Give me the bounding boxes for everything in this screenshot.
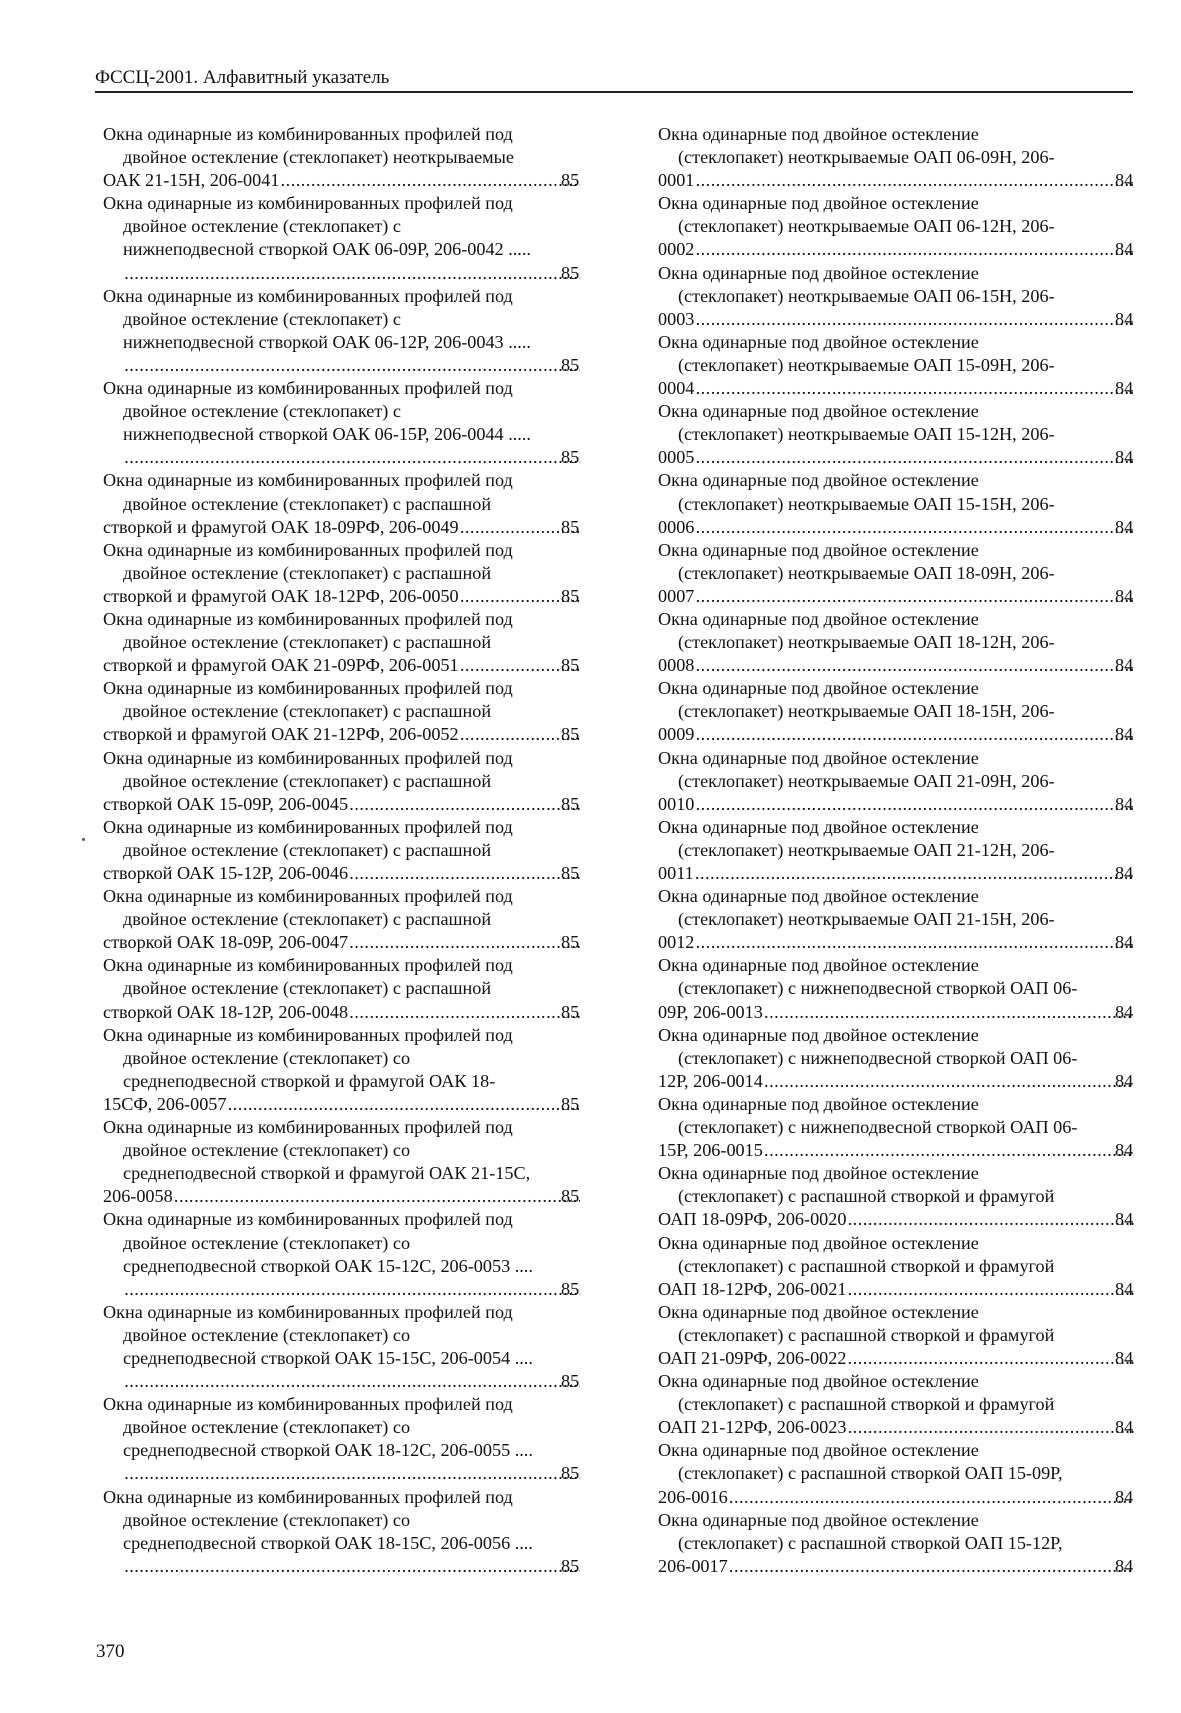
index-entry — [103, 192, 581, 284]
entry-last-line: створкой и фрамугой ОАК 21-12РФ, 206-0052 ..... 85 — [123, 723, 581, 746]
dot-leader — [695, 238, 1134, 261]
entry-last-line: 0007 ..... 84 — [678, 585, 1135, 608]
entry-code: 12Р, 206-0014 — [658, 1070, 763, 1091]
entry-last-line: 0008 ..... 84 — [678, 654, 1135, 677]
entry-text-line: (стеклопакет) с нижнеподвесной створкой ОАП 06- — [678, 1117, 1078, 1138]
dot-leader — [349, 862, 580, 885]
dot-leader — [695, 793, 1134, 816]
entry-text-line: Окна одинарные из комбинированных профилей под — [103, 955, 513, 976]
entry-code: 0002 — [658, 239, 695, 260]
entry-text-line: Окна одинарные из комбинированных профилей под — [103, 539, 513, 560]
entry-text-line: (стеклопакет) неоткрываемые ОАП 06-15Н, 206- — [678, 285, 1055, 306]
entry-text-line: (стеклопакет) с нижнеподвесной створкой ОАП 06- — [678, 1047, 1078, 1068]
dot-leader — [695, 723, 1134, 746]
index-entry — [658, 954, 1135, 1023]
entry-code: 0003 — [658, 308, 695, 329]
entry-text-line: (стеклопакет) неоткрываемые ОАП 18-09Н, 206- — [678, 562, 1055, 583]
entry-last-line: ОАП 21-09РФ, 206-0022 ..... 84 — [678, 1347, 1135, 1370]
entry-code: 206-0016 — [658, 1486, 728, 1507]
index-entry — [103, 885, 581, 954]
index-entry — [658, 1232, 1135, 1301]
dot-leader — [764, 1070, 1134, 1093]
entry-code: ОАП 18-12РФ, 206-0021 — [658, 1278, 847, 1299]
entry-text-line: Окна одинарные под двойное остекление — [658, 470, 979, 491]
entry-code: створкой ОАК 18-09Р, 206-0047 — [103, 932, 349, 953]
entry-text-line: Окна одинарные под двойное остекление — [658, 401, 979, 422]
entry-last-line: 12Р, 206-0014 ..... 84 — [678, 1070, 1135, 1093]
entry-last-line: 09Р, 206-0013 ..... 84 — [678, 1001, 1135, 1024]
entry-text-line: Окна одинарные из комбинированных профилей под — [103, 886, 513, 907]
dot-leader — [124, 262, 580, 285]
entry-code: ОАП 21-09РФ, 206-0022 — [658, 1347, 847, 1368]
index-entry — [103, 1301, 581, 1393]
index-entry — [103, 1208, 581, 1300]
index-entry — [658, 400, 1135, 469]
entry-text-line: (стеклопакет) с нижнеподвесной створкой ОАП 06- — [678, 978, 1078, 999]
entry-text-line: нижнеподвесной створкой ОАК 06-12Р, 206-0043 ..... — [123, 331, 531, 352]
entry-text-line: Окна одинарные под двойное остекление — [658, 193, 979, 214]
index-entry — [103, 1116, 581, 1208]
index-entry — [658, 677, 1135, 746]
dot-leader — [349, 793, 580, 816]
entry-text-line: Окна одинарные под двойное остекление — [658, 886, 979, 907]
entry-text-line: Окна одинарные под двойное остекление — [658, 1301, 979, 1322]
entry-text-line: (стеклопакет) неоткрываемые ОАП 21-15Н, 206- — [678, 909, 1055, 930]
entry-last-line: 15СФ, 206-0057 ..... 85 — [123, 1093, 581, 1116]
index-entry — [658, 262, 1135, 331]
entry-text-line: Окна одинарные из комбинированных профилей под — [103, 285, 513, 306]
index-entry — [658, 1162, 1135, 1231]
entry-text-line: Окна одинарные из комбинированных профилей под — [103, 678, 513, 699]
dot-leader — [695, 516, 1134, 539]
index-entry — [658, 816, 1135, 885]
entry-last-line: ..... 85 — [123, 1555, 581, 1578]
entry-text-line: (стеклопакет) с распашной створкой и фрамугой — [678, 1186, 1055, 1207]
entry-last-line: 15Р, 206-0015 ..... 84 — [678, 1139, 1135, 1162]
entry-last-line: ОАП 18-09РФ, 206-0020 ..... 84 — [678, 1208, 1135, 1231]
entry-text-line: (стеклопакет) неоткрываемые ОАП 21-12Н, 206- — [678, 839, 1055, 860]
index-entry — [103, 954, 581, 1023]
index-entry — [658, 1301, 1135, 1370]
entry-text-line: Окна одинарные под двойное остекление — [658, 1024, 979, 1045]
index-entry — [103, 1393, 581, 1485]
entry-text-line: (стеклопакет) неоткрываемые ОАП 06-12Н, 206- — [678, 216, 1055, 237]
entry-code: 15Р, 206-0015 — [658, 1140, 763, 1161]
dot-leader — [847, 1278, 1134, 1301]
index-entry — [103, 539, 581, 608]
entry-text-line: двойное остекление (стеклопакет) неоткрываемые — [123, 147, 514, 168]
entry-last-line: 0004 ..... 84 — [678, 377, 1135, 400]
entry-code: ОАП 21-12РФ, 206-0023 — [658, 1417, 847, 1438]
entry-text-line: Окна одинарные из комбинированных профилей под — [103, 1209, 513, 1230]
entry-text-line: двойное остекление (стеклопакет) со — [123, 1047, 411, 1068]
entry-text-line: двойное остекление (стеклопакет) с распашной — [123, 978, 492, 999]
entry-code: 0010 — [658, 793, 695, 814]
entry-last-line: ..... 85 — [123, 262, 581, 285]
entry-last-line: 0010 ..... 84 — [678, 793, 1135, 816]
entry-text-line: среднеподвесной створкой и фрамугой ОАК 21-15С, — [123, 1163, 531, 1184]
entry-code: 0005 — [658, 447, 695, 468]
index-entry — [658, 331, 1135, 400]
entry-text-line: (стеклопакет) с распашной створкой и фрамугой — [678, 1394, 1055, 1415]
dot-leader — [349, 931, 580, 954]
entry-text-line: двойное остекление (стеклопакет) с распашной — [123, 839, 492, 860]
entry-last-line: створкой ОАК 15-12Р, 206-0046 ..... 85 — [123, 862, 581, 885]
index-entry — [658, 192, 1135, 261]
entry-text-line: (стеклопакет) неоткрываемые ОАП 21-09Н, 206- — [678, 770, 1055, 791]
entry-last-line: 206-0017 ..... 84 — [678, 1555, 1135, 1578]
entry-code: 0007 — [658, 585, 695, 606]
dot-leader — [349, 1001, 580, 1024]
entry-last-line: ОАП 18-12РФ, 206-0021 ..... 84 — [678, 1278, 1135, 1301]
entry-last-line: створкой и фрамугой ОАК 18-12РФ, 206-0050 ..... 85 — [123, 585, 581, 608]
entry-text-line: среднеподвесной створкой ОАК 18-15С, 206-0056 .... — [123, 1532, 533, 1553]
entry-text-line: Окна одинарные из комбинированных профилей под — [103, 193, 513, 214]
index-entry — [658, 747, 1135, 816]
entry-last-line: ..... 85 — [123, 1370, 581, 1393]
running-header — [95, 66, 1133, 93]
index-entry — [103, 747, 581, 816]
entry-last-line: ОАК 21-15Н, 206-0041 ..... 85 — [123, 169, 581, 192]
index-column-right — [658, 123, 1135, 1578]
entry-code: ОАК 21-15Н, 206-0041 — [103, 170, 280, 191]
entry-last-line: створкой ОАК 18-09Р, 206-0047 ..... 85 — [123, 931, 581, 954]
entry-last-line: 206-0016 ..... 84 — [678, 1486, 1135, 1509]
entry-last-line: ..... 85 — [123, 446, 581, 469]
dot-leader — [764, 1001, 1134, 1024]
entry-text-line: Окна одинарные из комбинированных профилей под — [103, 747, 513, 768]
entry-text-line: Окна одинарные из комбинированных профилей под — [103, 816, 513, 837]
index-entry — [103, 677, 581, 746]
page-number: 370 — [96, 1641, 125, 1662]
entry-text-line: (стеклопакет) с распашной створкой ОАП 15-09Р, — [678, 1463, 1063, 1484]
entry-text-line: Окна одинарные под двойное остекление — [658, 608, 979, 629]
entry-text-line: двойное остекление (стеклопакет) с распашной — [123, 632, 492, 653]
index-entry — [658, 1024, 1135, 1093]
entry-text-line: Окна одинарные под двойное остекление — [658, 1232, 979, 1253]
entry-text-line: двойное остекление (стеклопакет) со — [123, 1417, 411, 1438]
entry-code: 206-0017 — [658, 1555, 728, 1576]
entry-text-line: среднеподвесной створкой ОАК 15-15С, 206-0054 .... — [123, 1347, 533, 1368]
entry-last-line: створкой ОАК 15-09Р, 206-0045 ..... 85 — [123, 793, 581, 816]
entry-text-line: (стеклопакет) с распашной створкой и фрамугой — [678, 1324, 1055, 1345]
dot-leader — [280, 169, 580, 192]
entry-last-line: 0001 ..... 84 — [678, 169, 1135, 192]
dot-leader — [695, 446, 1134, 469]
entry-text-line: двойное остекление (стеклопакет) с распашной — [123, 909, 492, 930]
entry-last-line: ..... 85 — [123, 354, 581, 377]
entry-text-line: Окна одинарные под двойное остекление — [658, 747, 979, 768]
entry-text-line: двойное остекление (стеклопакет) с распашной — [123, 562, 492, 583]
entry-last-line: 206-0058 ..... 85 — [123, 1185, 581, 1208]
entry-text-line: Окна одинарные под двойное остекление — [658, 816, 979, 837]
entry-text-line: (стеклопакет) неоткрываемые ОАП 06-09Н, 206- — [678, 147, 1055, 168]
dot-leader — [124, 1278, 580, 1301]
entry-code: 15СФ, 206-0057 — [103, 1093, 227, 1114]
index-entry — [658, 1509, 1135, 1578]
dot-leader — [174, 1185, 580, 1208]
index-entry — [658, 1439, 1135, 1508]
entry-text-line: Окна одинарные из комбинированных профилей под — [103, 124, 513, 144]
entry-text-line: Окна одинарные под двойное остекление — [658, 539, 979, 560]
header-title: ФССЦ-2001. Алфавитный указатель — [95, 67, 390, 88]
entry-text-line: (стеклопакет) неоткрываемые ОАП 15-15Н, 206- — [678, 493, 1055, 514]
dot-leader — [124, 1462, 580, 1485]
entry-text-line: Окна одинарные под двойное остекление — [658, 1440, 979, 1461]
entry-text-line: Окна одинарные под двойное остекление — [658, 331, 979, 352]
entry-code: 0001 — [658, 170, 695, 191]
entry-text-line: Окна одинарные под двойное остекление — [658, 1093, 979, 1114]
margin-speck — [82, 838, 85, 841]
entry-code: 0006 — [658, 516, 695, 537]
dot-leader — [729, 1555, 1134, 1578]
entry-text-line: среднеподвесной створкой ОАК 15-12С, 206-0053 .... — [123, 1255, 533, 1276]
entry-last-line: 0006 ..... 84 — [678, 516, 1135, 539]
entry-code: створкой и фрамугой ОАК 21-12РФ, 206-0052 — [103, 724, 459, 745]
entry-code: 0011 — [658, 863, 694, 883]
index-entry — [103, 1024, 581, 1116]
dot-leader — [124, 354, 580, 377]
dot-leader — [695, 931, 1134, 954]
entry-last-line: 0009 ..... 84 — [678, 723, 1135, 746]
entry-text-line: Окна одинарные под двойное остекление — [658, 1163, 979, 1184]
entry-text-line: Окна одинарные из комбинированных профилей под — [103, 1486, 513, 1507]
entry-text-line: двойное остекление (стеклопакет) со — [123, 1232, 411, 1253]
index-entry — [103, 608, 581, 677]
dot-leader — [695, 308, 1134, 331]
dot-leader — [124, 446, 580, 469]
dot-leader — [124, 1555, 580, 1578]
entry-text-line: (стеклопакет) с распашной створкой ОАП 15-12Р, — [678, 1532, 1063, 1553]
entry-code: створкой и фрамугой ОАК 18-12РФ, 206-0050 — [103, 585, 459, 606]
entry-text-line: двойное остекление (стеклопакет) со — [123, 1509, 411, 1530]
entry-last-line: 0011 ..... 84 — [678, 862, 1135, 885]
index-entry — [658, 608, 1135, 677]
entry-code: 0012 — [658, 932, 695, 953]
entry-text-line: (стеклопакет) неоткрываемые ОАП 18-15Н, 206- — [678, 701, 1055, 722]
index-entry — [658, 123, 1135, 192]
entry-text-line: Окна одинарные из комбинированных профилей под — [103, 608, 513, 629]
entry-last-line: 0012 ..... 84 — [678, 931, 1135, 954]
entry-code: 0008 — [658, 655, 695, 676]
dot-leader — [695, 654, 1134, 677]
entry-code: створкой ОАК 15-09Р, 206-0045 — [103, 793, 349, 814]
entry-text-line: двойное остекление (стеклопакет) с — [123, 216, 401, 237]
index-entry — [658, 885, 1135, 954]
entry-last-line: ..... 85 — [123, 1278, 581, 1301]
entry-text-line: двойное остекление (стеклопакет) с распашной — [123, 701, 492, 722]
entry-text-line: нижнеподвесной створкой ОАК 06-15Р, 206-0044 ..... — [123, 424, 531, 445]
entry-text-line: среднеподвесной створкой и фрамугой ОАК 18- — [123, 1070, 496, 1091]
dot-leader — [695, 377, 1134, 400]
entry-text-line: двойное остекление (стеклопакет) с — [123, 308, 401, 329]
index-entry — [103, 469, 581, 538]
entry-text-line: Окна одинарные из комбинированных профилей под — [103, 1117, 513, 1138]
entry-code: 0009 — [658, 724, 695, 745]
entry-text-line: Окна одинарные из комбинированных профилей под — [103, 470, 513, 491]
dot-leader — [847, 1416, 1134, 1439]
entry-text-line: двойное остекление (стеклопакет) со — [123, 1324, 411, 1345]
index-entry — [658, 469, 1135, 538]
index-entry — [658, 539, 1135, 608]
entry-code: ОАП 18-09РФ, 206-0020 — [658, 1209, 847, 1230]
index-entry — [103, 285, 581, 377]
dot-leader — [847, 1347, 1134, 1370]
entry-code: створкой и фрамугой ОАК 18-09РФ, 206-0049 — [103, 516, 459, 537]
entry-code: 0004 — [658, 378, 695, 399]
entry-text-line: двойное остекление (стеклопакет) с распашной — [123, 493, 492, 514]
dot-leader — [764, 1139, 1134, 1162]
entry-last-line: ОАП 21-12РФ, 206-0023 ..... 84 — [678, 1416, 1135, 1439]
entry-last-line: 0002 ..... 84 — [678, 238, 1135, 261]
entry-text-line: (стеклопакет) неоткрываемые ОАП 15-12Н, 206- — [678, 424, 1055, 445]
entry-last-line: ..... 85 — [123, 1462, 581, 1485]
entry-text-line: нижнеподвесной створкой ОАК 06-09Р, 206-0042 ..... — [123, 239, 531, 260]
entry-code: створкой ОАК 15-12Р, 206-0046 — [103, 863, 349, 883]
index-entry — [658, 1370, 1135, 1439]
dot-leader — [695, 862, 1134, 885]
entry-text-line: (стеклопакет) неоткрываемые ОАП 18-12Н, 206- — [678, 632, 1055, 653]
entry-last-line: створкой и фрамугой ОАК 18-09РФ, 206-0049 ..... 85 — [123, 516, 581, 539]
entry-text-line: двойное остекление (стеклопакет) со — [123, 1140, 411, 1161]
entry-text-line: (стеклопакет) неоткрываемые ОАП 15-09Н, 206- — [678, 354, 1055, 375]
entry-text-line: двойное остекление (стеклопакет) с — [123, 401, 401, 422]
dot-leader — [729, 1486, 1134, 1509]
index-entry — [103, 1486, 581, 1578]
entry-text-line: Окна одинарные из комбинированных профилей под — [103, 1394, 513, 1415]
entry-text-line: Окна одинарные под двойное остекление — [658, 262, 979, 283]
index-entry — [103, 377, 581, 469]
entry-code: створкой и фрамугой ОАК 21-09РФ, 206-0051 — [103, 655, 459, 676]
entry-last-line: створкой ОАК 18-12Р, 206-0048 ..... 85 — [123, 1001, 581, 1024]
entry-text-line: Окна одинарные из комбинированных профилей под — [103, 378, 513, 399]
dot-leader — [228, 1093, 581, 1116]
index-column-left — [103, 123, 581, 1578]
index-entry — [103, 123, 581, 192]
entry-text-line: Окна одинарные под двойное остекление — [658, 955, 979, 976]
entry-text-line: Окна одинарные из комбинированных профилей под — [103, 1024, 513, 1045]
entry-text-line: двойное остекление (стеклопакет) с распашной — [123, 770, 492, 791]
dot-leader — [124, 1370, 580, 1393]
entry-text-line: Окна одинарные под двойное остекление — [658, 1509, 979, 1530]
index-entry — [103, 816, 581, 885]
entry-last-line: 0005 ..... 84 — [678, 446, 1135, 469]
entry-code: 206-0058 — [103, 1186, 173, 1207]
entry-text-line: среднеподвесной створкой ОАК 18-12С, 206-0055 .... — [123, 1440, 533, 1461]
dot-leader — [847, 1208, 1134, 1231]
entry-code: створкой ОАК 18-12Р, 206-0048 — [103, 1001, 349, 1022]
entry-text-line: Окна одинарные из комбинированных профилей под — [103, 1301, 513, 1322]
dot-leader — [695, 169, 1134, 192]
dot-leader — [695, 585, 1134, 608]
entry-last-line: створкой и фрамугой ОАК 21-09РФ, 206-0051 ..... 85 — [123, 654, 581, 677]
entry-text-line: Окна одинарные под двойное остекление — [658, 678, 979, 699]
entry-text-line: (стеклопакет) с распашной створкой и фрамугой — [678, 1255, 1055, 1276]
entry-text-line: Окна одинарные под двойное остекление — [658, 124, 979, 144]
index-entry — [658, 1093, 1135, 1162]
entry-last-line: 0003 ..... 84 — [678, 308, 1135, 331]
entry-text-line: Окна одинарные под двойное остекление — [658, 1371, 979, 1392]
entry-code: 09Р, 206-0013 — [658, 1001, 763, 1022]
